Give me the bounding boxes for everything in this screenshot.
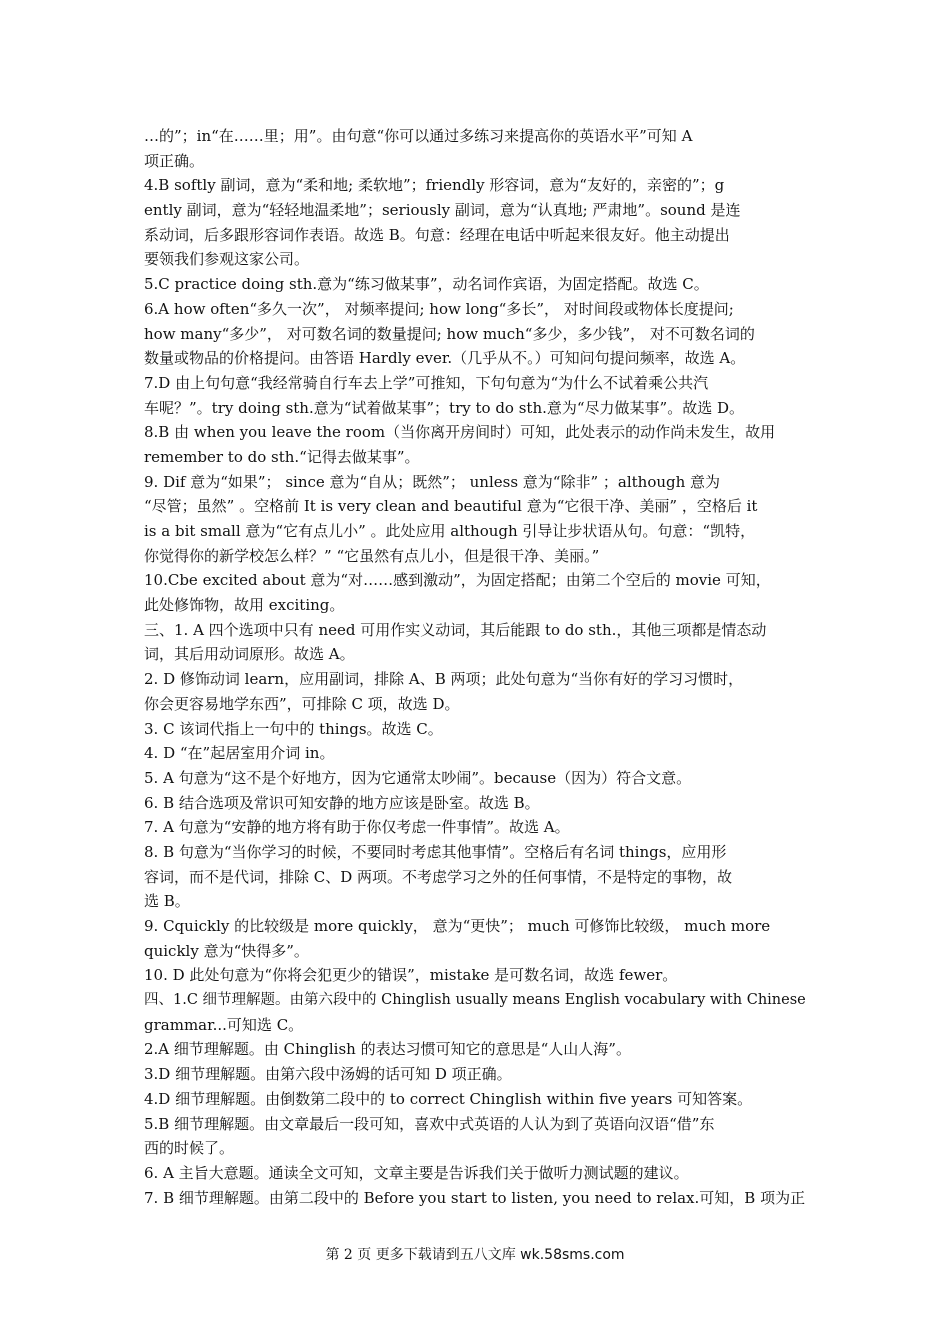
text-line: ently 副词，意为“轻轻地温柔地”；seriously 副词，意为“认真地; 严肃地”。sound 是连 — [144, 201, 741, 220]
text-line: 车呢？”。try doing sth.意为“试着做某事”；try to do sth.意为“尽力做某事”。故选 D。 — [144, 398, 745, 417]
footer-text: 第 2 页 更多下载请到五八文库 — [325, 1247, 521, 1263]
text-line: 5.B 细节理解题。由文章最后一段可知，喜欢中式英语的人认为到了英语向汉语“借”东 — [144, 1114, 715, 1133]
text-line: 此处修饰物，故用 exciting。 — [144, 596, 345, 615]
text-line: 7. A 句意为“安静的地方将有助于你仅考虑一件事情”。故选 A。 — [144, 818, 570, 837]
text-line: how many“多少”， 对可数名词的数量提问; how much“多少，多少钱”， 对不可数名词的 — [144, 324, 755, 343]
text-line: 3. C 该词代指上一句中的 things。故选 C。 — [144, 719, 443, 738]
text-line: 你觉得你的新学校怎么样？” “它虽然有点儿小，但是很干净、美丽。” — [144, 546, 600, 565]
page-footer — [0, 1245, 950, 1265]
text-line: 2.A 细节理解题。由 Chinglish 的表达习惯可知它的意思是“人山人海”。 — [144, 1040, 631, 1059]
text-line: 词，其后用动词原形。故选 A。 — [144, 645, 355, 664]
text-line: 选 B。 — [144, 892, 190, 911]
text-line: 5. A 句意为“这不是个好地方，因为它通常太吵闹”。because（因为）符合文意。 — [144, 768, 692, 787]
text-line: 8.B 由 when you leave the room（当你离开房间时）可知，此处表示的动作尚未发生，故用 — [144, 423, 776, 442]
text-line: 数量或物品的价格提问。由答语 Hardly ever.（几乎从不。）可知问句提问频率，故选 A。 — [144, 349, 746, 368]
footer-site-link[interactable]: wk.58sms.com — [520, 1247, 625, 1263]
text-line: 4. D “在”起居室用介词 in。 — [144, 744, 335, 763]
text-line: 4.D 细节理解题。由倒数第二段中的 to correct Chinglish within five years 可知答案。 — [144, 1089, 753, 1108]
text-line: 6. A 主旨大意题。通读全文可知，文章主要是告诉我们关于做听力测试题的建议。 — [144, 1163, 689, 1182]
text-line: 8. B 句意为“当你学习的时候，不要同时考虑其他事情”。空格后有名词 things，应用形 — [144, 842, 727, 861]
text-line: grammar...可知选 C。 — [144, 1015, 304, 1034]
text-line: 3.D 细节理解题。由第六段中汤姆的话可知 D 项正确。 — [144, 1065, 512, 1084]
text-line: 6. B 结合选项及常识可知安静的地方应该是卧室。故选 B。 — [144, 793, 540, 812]
text-line: 四、1.C 细节理解题。由第六段中的 Chinglish usually means English vocabulary with Chinese — [144, 992, 806, 1009]
text-line: 系动词，后多跟形容词作表语。故选 B。句意：经理在电话中听起来很友好。他主动提出 — [144, 225, 730, 244]
text-line: 项正确。 — [144, 151, 205, 170]
text-line: remember to do sth.“记得去做某事”。 — [144, 447, 420, 466]
text-line: 容词，而不是代词，排除 C、D 两项。不考虑学习之外的任何事情，不是特定的事物，故 — [144, 867, 733, 886]
text-line: “尽管；虽然” 。空格前 It is very clean and beautiful 意为“它很干净、美丽” ，空格后 it — [144, 497, 758, 516]
text-line: 4.B softly 副词，意为“柔和地; 柔软地”；friendly 形容词，意为“友好的，亲密的”；g — [144, 176, 725, 195]
text-line: 7. B 细节理解题。由第二段中的 Before you start to listen, you need to relax.可知，B 项为正 — [144, 1188, 806, 1207]
text-line: 6.A how often“多久一次”， 对频率提问; how long“多长”， 对时间段或物体长度提问; — [144, 299, 734, 318]
text-line: 10. D 此处句意为“你将会犯更少的错误”，mistake 是可数名词，故选 fewer。 — [144, 966, 678, 985]
text-line: 7.D 由上句句意“我经常骑自行车去上学”可推知，下句句意为“为什么不试着乘公共汽 — [144, 373, 709, 392]
text-line: 你会更容易地学东西”，可排除 C 项，故选 D。 — [144, 694, 460, 713]
text-line: 9. Cquickly 的比较级是 more quickly， 意为“更快”； much 可修饰比较级， much more — [144, 917, 771, 935]
text-line: 5.C practice doing sth.意为“练习做某事”，动名词作宾语，为固定搭配。故选 C。 — [144, 275, 709, 294]
text-line: 三、1. A 四个选项中只有 need 可用作实义动词，其后能跟 to do sth.，其他三项都是情态动 — [144, 620, 767, 639]
text-line: …的”；in“在……里；用”。由句意“你可以通过多练习来提高你的英语水平”可知 A — [144, 127, 693, 145]
text-line: quickly 意为“快得多”。 — [144, 941, 309, 960]
text-line: 西的时候了。 — [144, 1139, 235, 1158]
text-line: 要领我们参观这家公司。 — [144, 250, 310, 269]
text-line: 10.Cbe excited about 意为“对……感到激动”，为固定搭配；由第二个空后的 movie 可知， — [144, 571, 771, 590]
answer-explanations — [144, 124, 812, 1210]
text-line: 9. Dif 意为“如果”； since 意为“自从；既然”； unless 意为“除非” ；although 意为 — [144, 472, 721, 491]
text-line: is a bit small 意为“它有点儿小” 。此处应用 although 引导让步状语从句。句意：“凯特， — [144, 522, 756, 540]
text-line: 2. D 修饰动词 learn，应用副词，排除 A、B 两项；此处句意为“当你有好的学习习惯时， — [144, 670, 744, 689]
